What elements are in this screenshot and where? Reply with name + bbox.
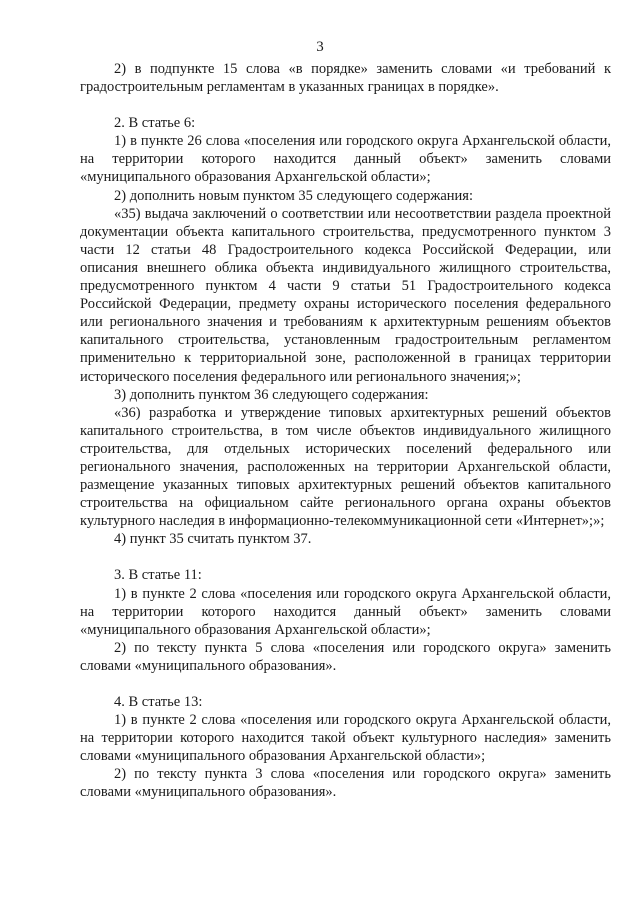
page-number: 3: [316, 39, 324, 55]
paragraph: 2) в подпункте 15 слова «в порядке» заменить словами «и требований к градостроительным регламентам в указанных границах в порядке».: [80, 61, 611, 96]
paragraph: 1) в пункте 2 слова «поселения или городского округа Архангельской области, на территории которого находится такой объект культурного наследия» заменить словами «муниципального образования Архангельской области»;: [80, 712, 611, 765]
section-heading: 3. В статье 11:: [114, 567, 202, 584]
paragraph: 2) дополнить новым пунктом 35 следующего содержания:: [114, 187, 473, 204]
paragraph: 2) по тексту пункта 5 слова «поселения или городского округа» заменить словами «муниципального образования».: [80, 639, 611, 674]
paragraph: «36) разработка и утверждение типовых архитектурных решений объектов капитального строительства, в том числе объектов индивидуального жилищного строительства, для отдельных исторических поселений федерального или регионального значения, расположенных на территории Архангельской области, размещение указанных типовых архитектурных решений объектов капитального строительства на официальном сайте регионального органа охраны объектов культурного наследия в информационно-телекоммуникационной сети «Интернет»;»;: [80, 404, 611, 530]
paragraph-gap: [80, 96, 611, 114]
paragraph: 3) дополнить пунктом 36 следующего содержания:: [114, 386, 429, 403]
paragraph: «35) выдача заключений о соответствии или несоответствии раздела проектной документации объекта капитального строительства, предусмотренного пунктом 3 части 12 статьи 48 Градостроительного кодекса Российской Федерации, или описания внешнего облика объекта индивидуального жилищного строительства, предусмотренного пунктом 4 части 9 статьи 51 Градостроительного кодекса Российской Федерации, предмету охраны исторического поселения федерального или регионального значения и требованиям к архитектурным решениям объектов капитального строительства, установленным градостроительным регламентом применительно к территориальной зоне, расположенной в границах территории исторического поселения федерального или регионального значения;»;: [80, 205, 611, 385]
paragraph-gap: [80, 548, 611, 566]
section-heading: 2. В статье 6:: [114, 115, 196, 132]
paragraph: 1) в пункте 26 слова «поселения или городского округа Архангельской области, на территории которого находится данный объект» заменить словами «муниципального образования Архангельской области»;: [80, 133, 611, 186]
paragraph-gap: [80, 675, 611, 693]
paragraph: 2) по тексту пункта 3 слова «поселения или городского округа» заменить словами «муниципального образования».: [80, 766, 611, 801]
section-heading: 4. В статье 13:: [114, 694, 203, 710]
paragraph: 4) пункт 35 считать пунктом 37.: [114, 531, 312, 548]
document-body: [80, 60, 611, 802]
paragraph: 1) в пункте 2 слова «поселения или городского округа Архангельской области, на территории которого находится данный объект» заменить словами «муниципального образования Архангельской области»;: [80, 585, 611, 638]
